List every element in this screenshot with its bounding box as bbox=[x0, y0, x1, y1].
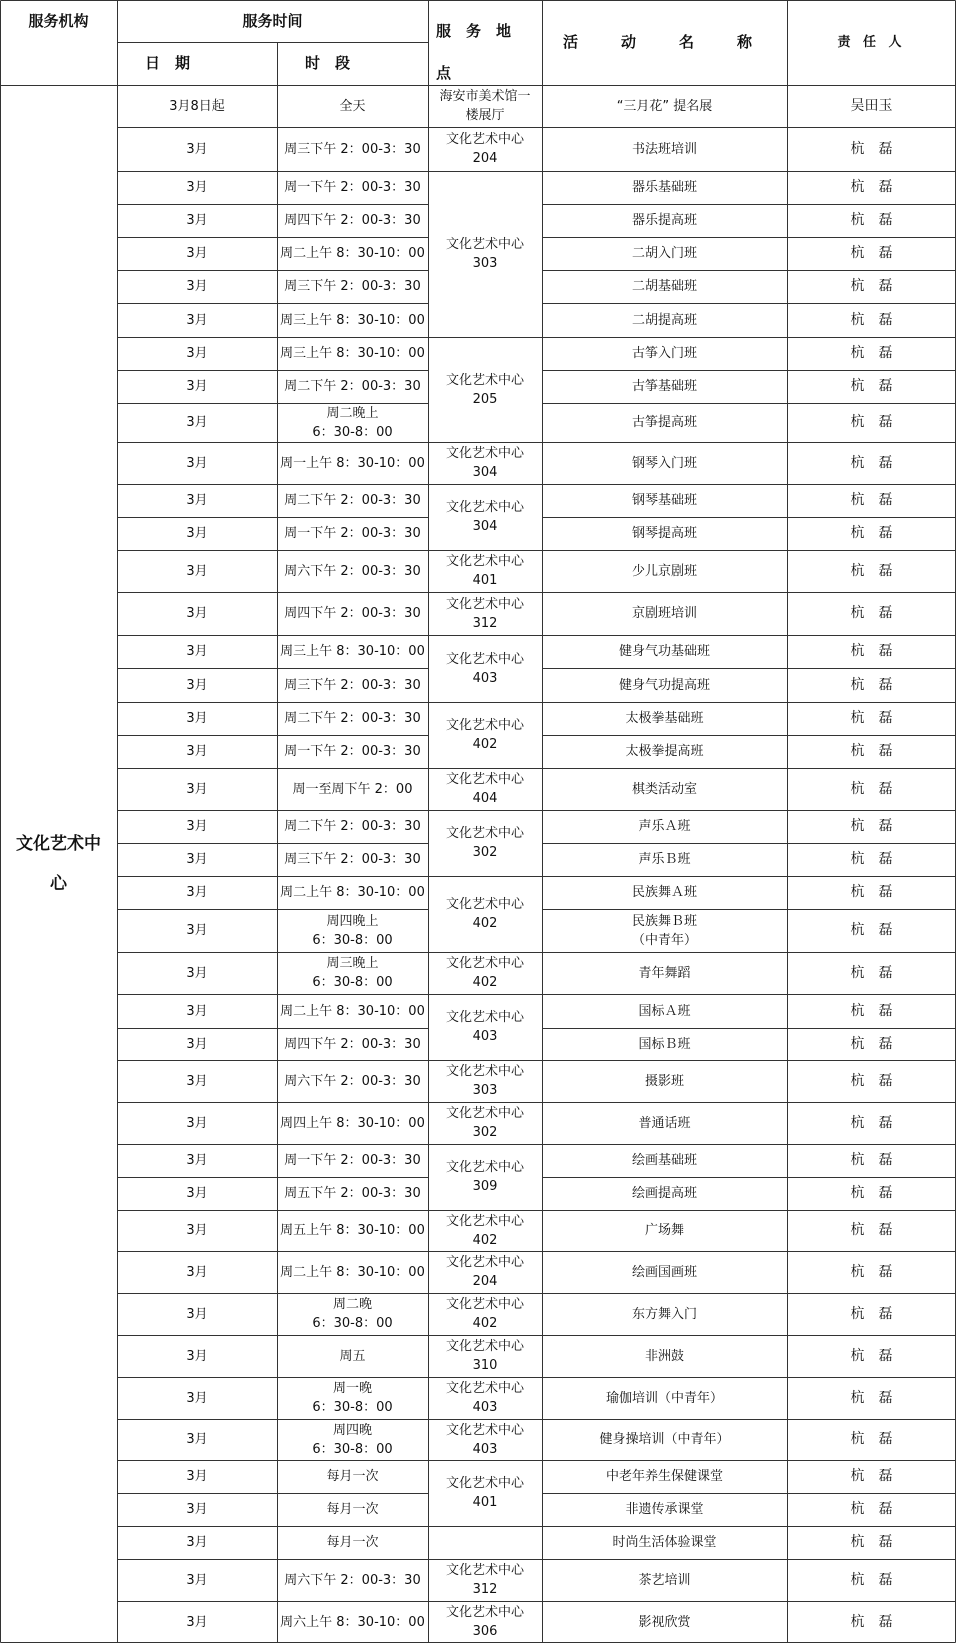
header-place: 服 务 地 点 bbox=[436, 22, 512, 82]
row-date: 3月 bbox=[186, 1502, 208, 1517]
row-time: 周五上午 8：30-10：00 bbox=[280, 1223, 425, 1238]
place-cell: 文化艺术中心 401 bbox=[445, 1476, 524, 1510]
row-date: 3月 bbox=[186, 965, 208, 981]
row-date: 3月 bbox=[186, 1186, 208, 1201]
row-person: 杭 磊 bbox=[850, 278, 893, 294]
row-person: 杭 磊 bbox=[850, 884, 893, 900]
place-cell: 文化艺术中心 401 bbox=[445, 554, 524, 588]
row-date: 3月 bbox=[186, 1432, 208, 1447]
row-date: 3月 bbox=[186, 526, 208, 541]
row-time: 周五 bbox=[339, 1348, 366, 1364]
row-date: 3月 bbox=[186, 1115, 208, 1131]
row-date: 3月 bbox=[186, 781, 208, 797]
row-person: 杭 磊 bbox=[850, 1613, 893, 1630]
row-person: 杭 磊 bbox=[850, 1347, 893, 1364]
row-date: 3月 bbox=[186, 923, 208, 938]
row-activity: 太极拳基础班 bbox=[625, 711, 704, 726]
row-activity: 绘画国画班 bbox=[631, 1264, 697, 1280]
header-date: 日 期 bbox=[145, 54, 191, 72]
row-time: 周二上午 8：30-10：00 bbox=[280, 885, 425, 900]
row-time: 周一下午 2：00-3：30 bbox=[284, 1153, 421, 1168]
header-responsible: 责 任 人 bbox=[837, 35, 906, 50]
row-person: 杭 磊 bbox=[850, 1305, 893, 1322]
row-activity: 钢琴提高班 bbox=[631, 526, 697, 541]
row-activity: 瑜伽培训（中青年） bbox=[605, 1390, 723, 1406]
row-date: 3月 bbox=[186, 644, 208, 659]
row-person: 杭 磊 bbox=[850, 140, 893, 157]
row-person: 杭 磊 bbox=[850, 492, 893, 508]
row-date: 3月 bbox=[186, 455, 208, 471]
place-cell: 文化艺术中心 302 bbox=[445, 1106, 524, 1140]
row-time: 周六下午 2：00-3：30 bbox=[284, 1073, 421, 1089]
place-cell: 文化艺术中心 303 bbox=[445, 237, 524, 271]
row-time: 周二上午 8：30-10：00 bbox=[280, 1264, 425, 1280]
place-cell: 文化艺术中心 309 bbox=[445, 1160, 524, 1194]
row-time: 周二下午 2：00-3：30 bbox=[284, 711, 421, 726]
row-person: 杭 磊 bbox=[850, 414, 893, 430]
row-person: 杭 磊 bbox=[850, 212, 893, 228]
place-cell: 文化艺术中心 403 bbox=[445, 1381, 524, 1415]
row-person: 杭 磊 bbox=[850, 1534, 893, 1550]
row-date: 3月 bbox=[186, 1469, 208, 1484]
place-cell: 文化艺术中心 204 bbox=[445, 132, 524, 166]
row-person: 杭 磊 bbox=[850, 179, 893, 195]
row-activity: 二胡提高班 bbox=[631, 312, 697, 328]
row-date: 3月 bbox=[186, 1264, 208, 1280]
row-activity: 钢琴基础班 bbox=[631, 493, 697, 508]
place-cell: 文化艺术中心 303 bbox=[445, 1064, 524, 1098]
row-time: 周三下午 2：00-3：30 bbox=[284, 852, 421, 867]
row-activity: 健身气功基础班 bbox=[618, 644, 710, 659]
row-date: 3月 bbox=[186, 744, 208, 759]
row-time: 周一下午 2：00-3：30 bbox=[284, 180, 421, 195]
row-person: 杭 磊 bbox=[850, 311, 893, 328]
row-activity: 非遗传承课堂 bbox=[625, 1502, 704, 1517]
row-person: 杭 磊 bbox=[850, 743, 893, 759]
place-cell: 海安市美术馆一 楼展厅 bbox=[439, 89, 531, 123]
row-date: 3月 bbox=[186, 563, 208, 579]
row-activity: 中老年养生保健课堂 bbox=[605, 1469, 723, 1484]
row-person: 杭 磊 bbox=[850, 1571, 893, 1588]
row-time: 全天 bbox=[339, 98, 366, 114]
row-person: 杭 磊 bbox=[850, 562, 893, 579]
row-time: 每月一次 bbox=[326, 1502, 379, 1517]
row-activity: 古筝基础班 bbox=[631, 379, 697, 394]
row-person: 杭 磊 bbox=[850, 1468, 893, 1484]
row-person: 杭 磊 bbox=[850, 1263, 893, 1280]
row-activity: 器乐基础班 bbox=[631, 180, 697, 195]
row-activity: 声乐Ａ班 bbox=[638, 819, 691, 834]
row-person: 杭 磊 bbox=[850, 245, 893, 261]
row-time: 周三下午 2：00-3：30 bbox=[284, 279, 421, 294]
row-person: 杭 磊 bbox=[850, 1152, 893, 1168]
row-date: 3月 bbox=[186, 1036, 208, 1052]
row-date: 3月8日起 bbox=[169, 98, 225, 114]
row-time: 周二下午 2：00-3：30 bbox=[284, 379, 421, 394]
row-date: 3月 bbox=[186, 1223, 208, 1238]
row-activity: 民族舞Ａ班 bbox=[631, 885, 697, 900]
place-cell: 文化艺术中心 312 bbox=[445, 596, 524, 631]
place-cell: 文化艺术中心 204 bbox=[445, 1255, 524, 1289]
place-cell: 文化艺术中心 205 bbox=[445, 372, 524, 407]
place-cell: 文化艺术中心 404 bbox=[445, 772, 524, 806]
row-date: 3月 bbox=[186, 1306, 208, 1322]
place-cell: 文化艺术中心 402 bbox=[445, 897, 524, 931]
row-time: 周三上午 8：30-10：00 bbox=[280, 346, 425, 361]
row-time: 周三上午 8：30-10：00 bbox=[280, 644, 425, 659]
row-date: 3月 bbox=[186, 415, 208, 430]
row-activity: 广场舞 bbox=[644, 1223, 684, 1238]
row-date: 3月 bbox=[186, 677, 208, 693]
row-person: 杭 磊 bbox=[850, 1222, 893, 1238]
row-person: 杭 磊 bbox=[850, 710, 893, 726]
row-person: 杭 磊 bbox=[850, 345, 893, 361]
header-period: 时 段 bbox=[305, 54, 351, 72]
row-activity: 国标Ａ班 bbox=[638, 1003, 691, 1019]
place-cell: 文化艺术中心 304 bbox=[445, 500, 524, 534]
row-time: 周一上午 8：30-10：00 bbox=[280, 455, 425, 471]
row-person: 杭 磊 bbox=[850, 922, 893, 938]
place-cell: 文化艺术中心 312 bbox=[445, 1563, 524, 1597]
row-time: 周一晚 6：30-8：00 bbox=[312, 1381, 393, 1415]
row-activity: 健身气功提高班 bbox=[618, 677, 710, 693]
row-date: 3月 bbox=[186, 312, 208, 328]
row-person: 吴田玉 bbox=[850, 97, 893, 114]
row-activity: 声乐Ｂ班 bbox=[638, 852, 691, 867]
row-date: 3月 bbox=[186, 180, 208, 195]
row-time: 周六上午 8：30-10：00 bbox=[280, 1614, 425, 1630]
place-cell: 文化艺术中心 403 bbox=[445, 1010, 524, 1044]
row-person: 杭 磊 bbox=[850, 1501, 893, 1517]
row-time: 周二下午 2：00-3：30 bbox=[284, 819, 421, 834]
row-time: 周二晚上 6：30-8：00 bbox=[312, 405, 393, 440]
row-time: 周四下午 2：00-3：30 bbox=[284, 1036, 421, 1052]
row-date: 3月 bbox=[186, 141, 208, 157]
row-time: 周六下午 2：00-3：30 bbox=[284, 1572, 421, 1588]
row-activity: 二胡基础班 bbox=[631, 279, 697, 294]
row-activity: 古筝入门班 bbox=[631, 346, 697, 361]
row-activity: 影视欣赏 bbox=[638, 1614, 691, 1630]
row-activity: 民族舞Ｂ班 （中青年） bbox=[631, 913, 697, 948]
row-date: 3月 bbox=[186, 1073, 208, 1089]
row-time: 周二下午 2：00-3：30 bbox=[284, 493, 421, 508]
row-time: 周二上午 8：30-10：00 bbox=[280, 1003, 425, 1019]
row-time: 周三下午 2：00-3：30 bbox=[284, 141, 421, 157]
row-date: 3月 bbox=[186, 1572, 208, 1588]
row-date: 3月 bbox=[186, 1614, 208, 1630]
row-person: 杭 磊 bbox=[850, 1389, 893, 1406]
row-date: 3月 bbox=[186, 1153, 208, 1168]
row-activity: 书法班培训 bbox=[631, 141, 697, 157]
row-time: 每月一次 bbox=[326, 1535, 379, 1550]
row-date: 3月 bbox=[186, 246, 208, 261]
row-activity: 太极拳提高班 bbox=[625, 744, 704, 759]
row-date: 3月 bbox=[186, 606, 208, 621]
row-date: 3月 bbox=[186, 493, 208, 508]
row-date: 3月 bbox=[186, 213, 208, 228]
row-time: 周四下午 2：00-3：30 bbox=[284, 606, 421, 621]
row-person: 杭 磊 bbox=[850, 1431, 893, 1447]
row-activity: 绘画提高班 bbox=[631, 1186, 697, 1201]
row-time: 周一下午 2：00-3：30 bbox=[284, 744, 421, 759]
row-activity: 健身操培训（中青年） bbox=[599, 1432, 730, 1447]
row-activity: 少儿京剧班 bbox=[631, 563, 697, 579]
row-activity: 青年舞蹈 bbox=[638, 965, 691, 981]
place-cell: 文化艺术中心 402 bbox=[445, 956, 524, 990]
row-person: 杭 磊 bbox=[850, 1185, 893, 1201]
header-org: 服务机构 bbox=[28, 11, 89, 30]
row-person: 杭 磊 bbox=[850, 1035, 893, 1052]
row-person: 杭 磊 bbox=[850, 1072, 893, 1089]
row-time: 周三晚上 6：30-8：00 bbox=[312, 956, 393, 990]
row-time: 每月一次 bbox=[326, 1469, 379, 1484]
place-cell bbox=[428, 1526, 542, 1559]
row-date: 3月 bbox=[186, 1535, 208, 1550]
row-time: 周四下午 2：00-3：30 bbox=[284, 213, 421, 228]
row-person: 杭 磊 bbox=[850, 378, 893, 394]
row-person: 杭 磊 bbox=[850, 818, 893, 834]
row-activity: 二胡入门班 bbox=[631, 246, 697, 261]
header-service-time: 服务时间 bbox=[242, 11, 303, 30]
organization-cell: 文化艺术中心 bbox=[16, 834, 101, 894]
place-cell: 文化艺术中心 403 bbox=[445, 651, 524, 686]
row-activity: 东方舞入门 bbox=[631, 1306, 697, 1322]
header-activity: 活 动 名 称 bbox=[562, 33, 766, 51]
row-time: 周三下午 2：00-3：30 bbox=[284, 677, 421, 693]
row-person: 杭 磊 bbox=[850, 676, 893, 693]
row-person: 杭 磊 bbox=[850, 454, 893, 471]
row-person: 杭 磊 bbox=[850, 1114, 893, 1131]
row-activity: 绘画基础班 bbox=[631, 1153, 697, 1168]
row-date: 3月 bbox=[186, 711, 208, 726]
row-time: 周二晚 6：30-8：00 bbox=[312, 1297, 393, 1331]
row-activity: 非洲鼓 bbox=[644, 1348, 684, 1364]
row-activity: 摄影班 bbox=[644, 1073, 684, 1089]
row-time: 周一至周下午 2：00 bbox=[292, 781, 413, 797]
row-person: 杭 磊 bbox=[850, 851, 893, 867]
row-date: 3月 bbox=[186, 885, 208, 900]
row-activity: 国标Ｂ班 bbox=[638, 1036, 691, 1052]
row-time: 周六下午 2：00-3：30 bbox=[284, 563, 421, 579]
row-date: 3月 bbox=[186, 1348, 208, 1364]
place-cell: 文化艺术中心 310 bbox=[445, 1339, 524, 1373]
row-time: 周四晚上 6：30-8：00 bbox=[312, 913, 393, 948]
row-activity: 茶艺培训 bbox=[638, 1572, 691, 1588]
row-person: 杭 磊 bbox=[850, 780, 893, 797]
row-activity: 棋类活动室 bbox=[631, 781, 697, 797]
row-date: 3月 bbox=[186, 1390, 208, 1406]
row-activity: 普通话班 bbox=[638, 1115, 691, 1131]
row-person: 杭 磊 bbox=[850, 605, 893, 621]
place-cell: 文化艺术中心 302 bbox=[445, 826, 524, 860]
place-cell: 文化艺术中心 402 bbox=[445, 1213, 524, 1248]
row-date: 3月 bbox=[186, 279, 208, 294]
place-cell: 文化艺术中心 304 bbox=[445, 446, 524, 480]
place-cell: 文化艺术中心 306 bbox=[445, 1605, 524, 1639]
row-time: 周四上午 8：30-10：00 bbox=[280, 1115, 425, 1131]
row-activity: 钢琴入门班 bbox=[631, 455, 697, 471]
row-person: 杭 磊 bbox=[850, 964, 893, 981]
row-person: 杭 磊 bbox=[850, 643, 893, 659]
row-date: 3月 bbox=[186, 1003, 208, 1019]
row-activity: 古筝提高班 bbox=[631, 415, 697, 430]
row-activity: 器乐提高班 bbox=[631, 213, 697, 228]
row-activity: 京剧班培训 bbox=[631, 606, 697, 621]
row-date: 3月 bbox=[186, 346, 208, 361]
row-time: 周二上午 8：30-10：00 bbox=[280, 246, 425, 261]
row-date: 3月 bbox=[186, 819, 208, 834]
row-time: 周一下午 2：00-3：30 bbox=[284, 526, 421, 541]
place-cell: 文化艺术中心 403 bbox=[445, 1422, 524, 1457]
row-activity: 时尚生活体验课堂 bbox=[612, 1535, 717, 1550]
place-cell: 文化艺术中心 402 bbox=[445, 718, 524, 752]
row-date: 3月 bbox=[186, 379, 208, 394]
row-time: 周五下午 2：00-3：30 bbox=[284, 1186, 421, 1201]
row-time: 周四晚 6：30-8：00 bbox=[312, 1422, 393, 1457]
place-cell: 文化艺术中心 402 bbox=[445, 1297, 524, 1331]
row-person: 杭 磊 bbox=[850, 525, 893, 541]
row-person: 杭 磊 bbox=[850, 1002, 893, 1019]
row-activity: “三月花” 提名展 bbox=[616, 98, 713, 114]
row-date: 3月 bbox=[186, 852, 208, 867]
row-time: 周三上午 8：30-10：00 bbox=[280, 312, 425, 328]
